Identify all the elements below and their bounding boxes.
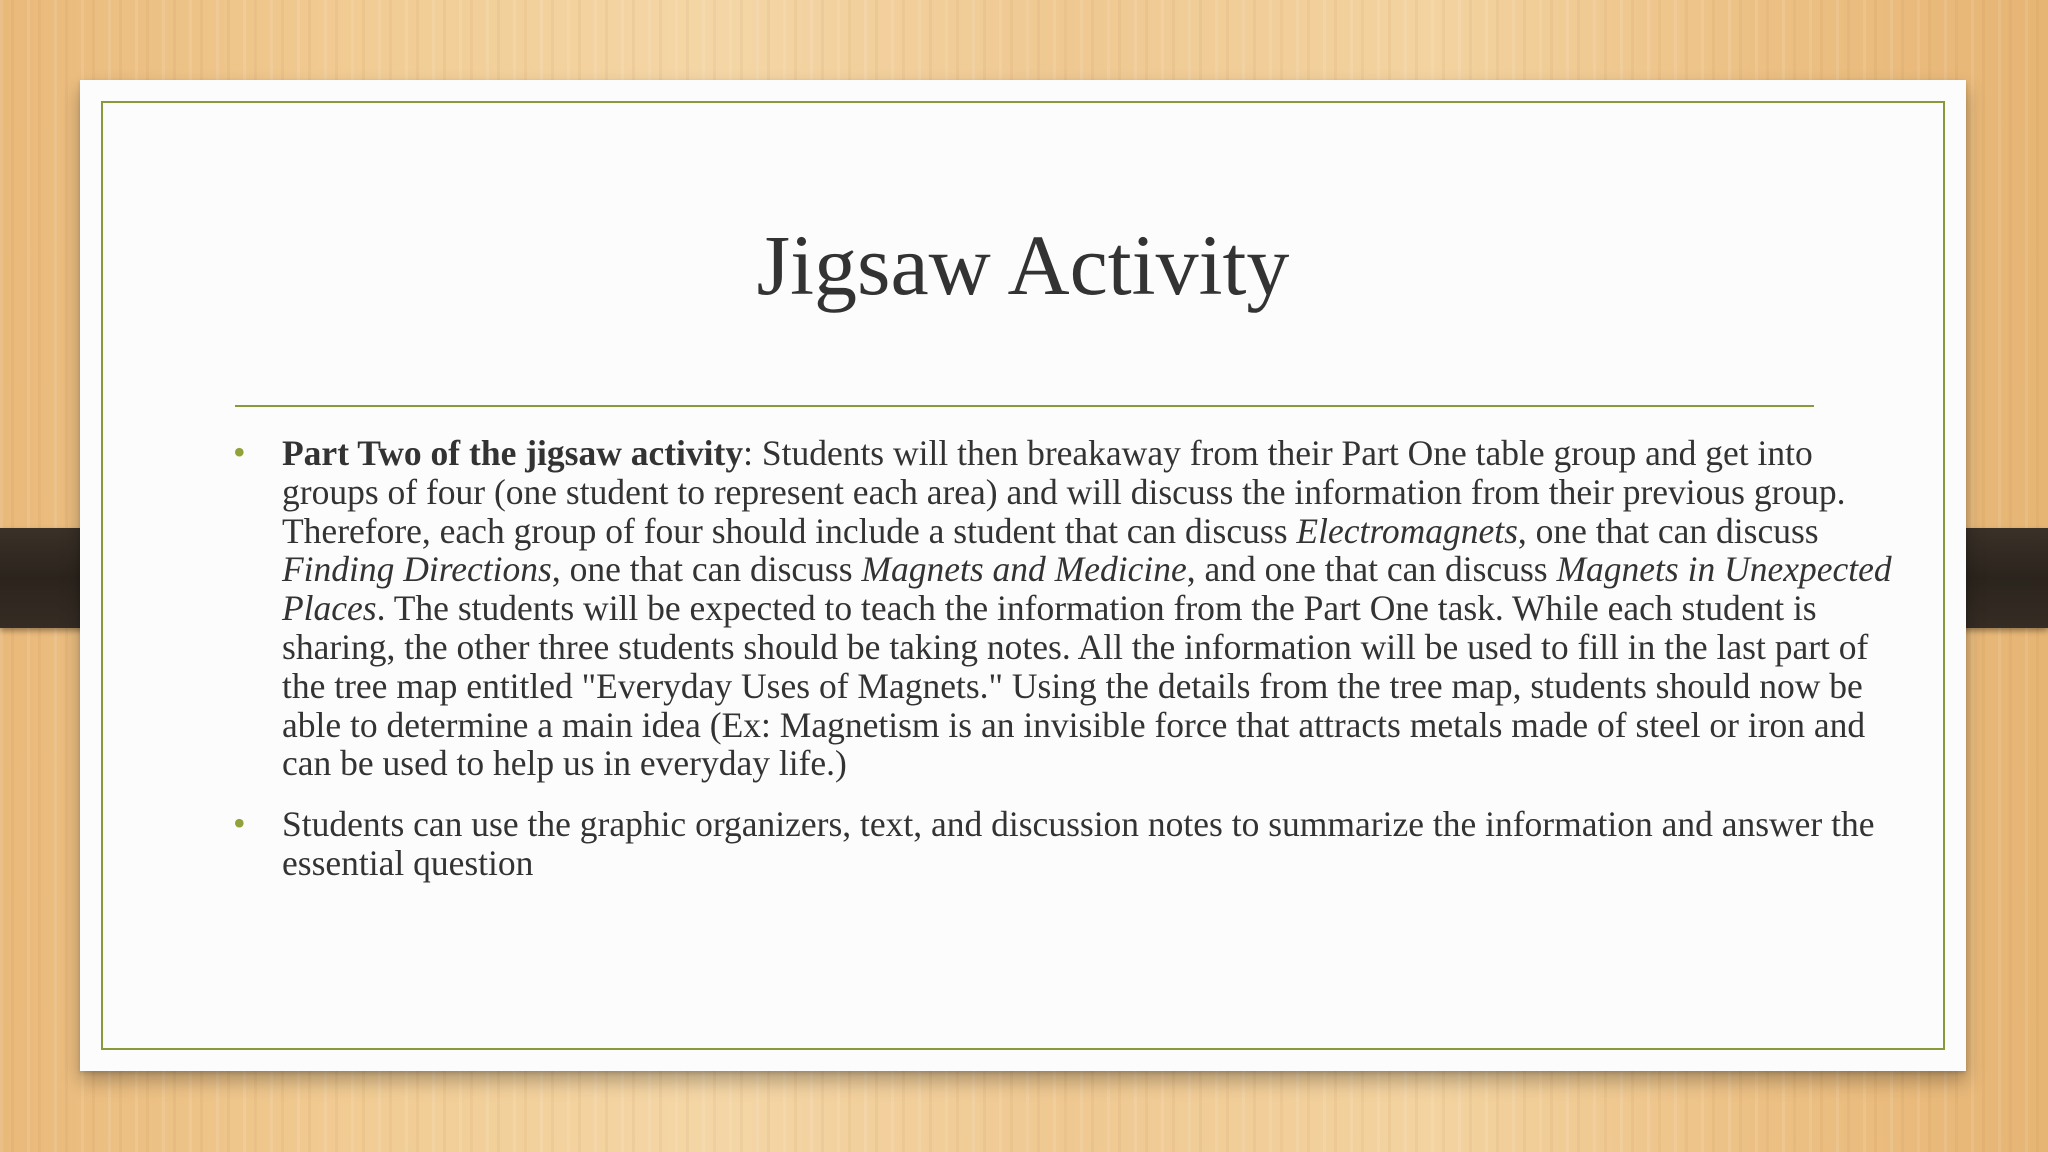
bullet-text-run: . The students will be expected to teach the information from the Part One task. While each student is sharing, the other three students should be taking notes. All the information will be used to fill in the last part of the tree map entitled "Everyday Uses of Magnets." Using the details from the tree map, students should now be able to determine a main idea (Ex: Magnetism is an invisible force that attracts metals made of steel or iron and can be used to help us in everyday life.) xyxy=(282,588,1869,784)
bullet-list xyxy=(233,434,1893,883)
bullet-text-run: , one that can discuss xyxy=(1517,510,1819,551)
bullet-text-run: , and one that can discuss xyxy=(1186,549,1557,590)
bullet-item-summary xyxy=(233,805,1893,883)
bullet-dot-icon: • xyxy=(233,803,246,844)
bullet-bold-run: Part Two of the jigsaw activity xyxy=(282,433,744,473)
bullet-italic-run: Magnets and Medicine xyxy=(861,549,1187,590)
bullet-italic-run: Finding Directions xyxy=(282,549,552,590)
bullet-item-part-two xyxy=(233,434,1893,783)
bullet-italic-run: Magnets in Unexpected Places xyxy=(282,549,1892,629)
title-divider xyxy=(235,405,1814,407)
slide-card xyxy=(80,80,1966,1071)
slide-title: Jigsaw Activity xyxy=(756,217,1290,313)
bullet-dot-icon: • xyxy=(233,432,246,472)
bullet-text-run: , one that can discuss xyxy=(551,549,862,590)
bullet-text-run: : Students will then breakaway from their Part One table group and get into groups of four (one student to represent each area) and will discuss the information from their previous group. Therefore, each group of four should include a student that can discuss xyxy=(282,433,1846,551)
bullet-italic-run: Electromagnets xyxy=(1296,510,1518,551)
bullet-text-run: Students can use the graphic organizers, text, and discussion notes to summarize the information and answer the essential question xyxy=(282,804,1875,883)
